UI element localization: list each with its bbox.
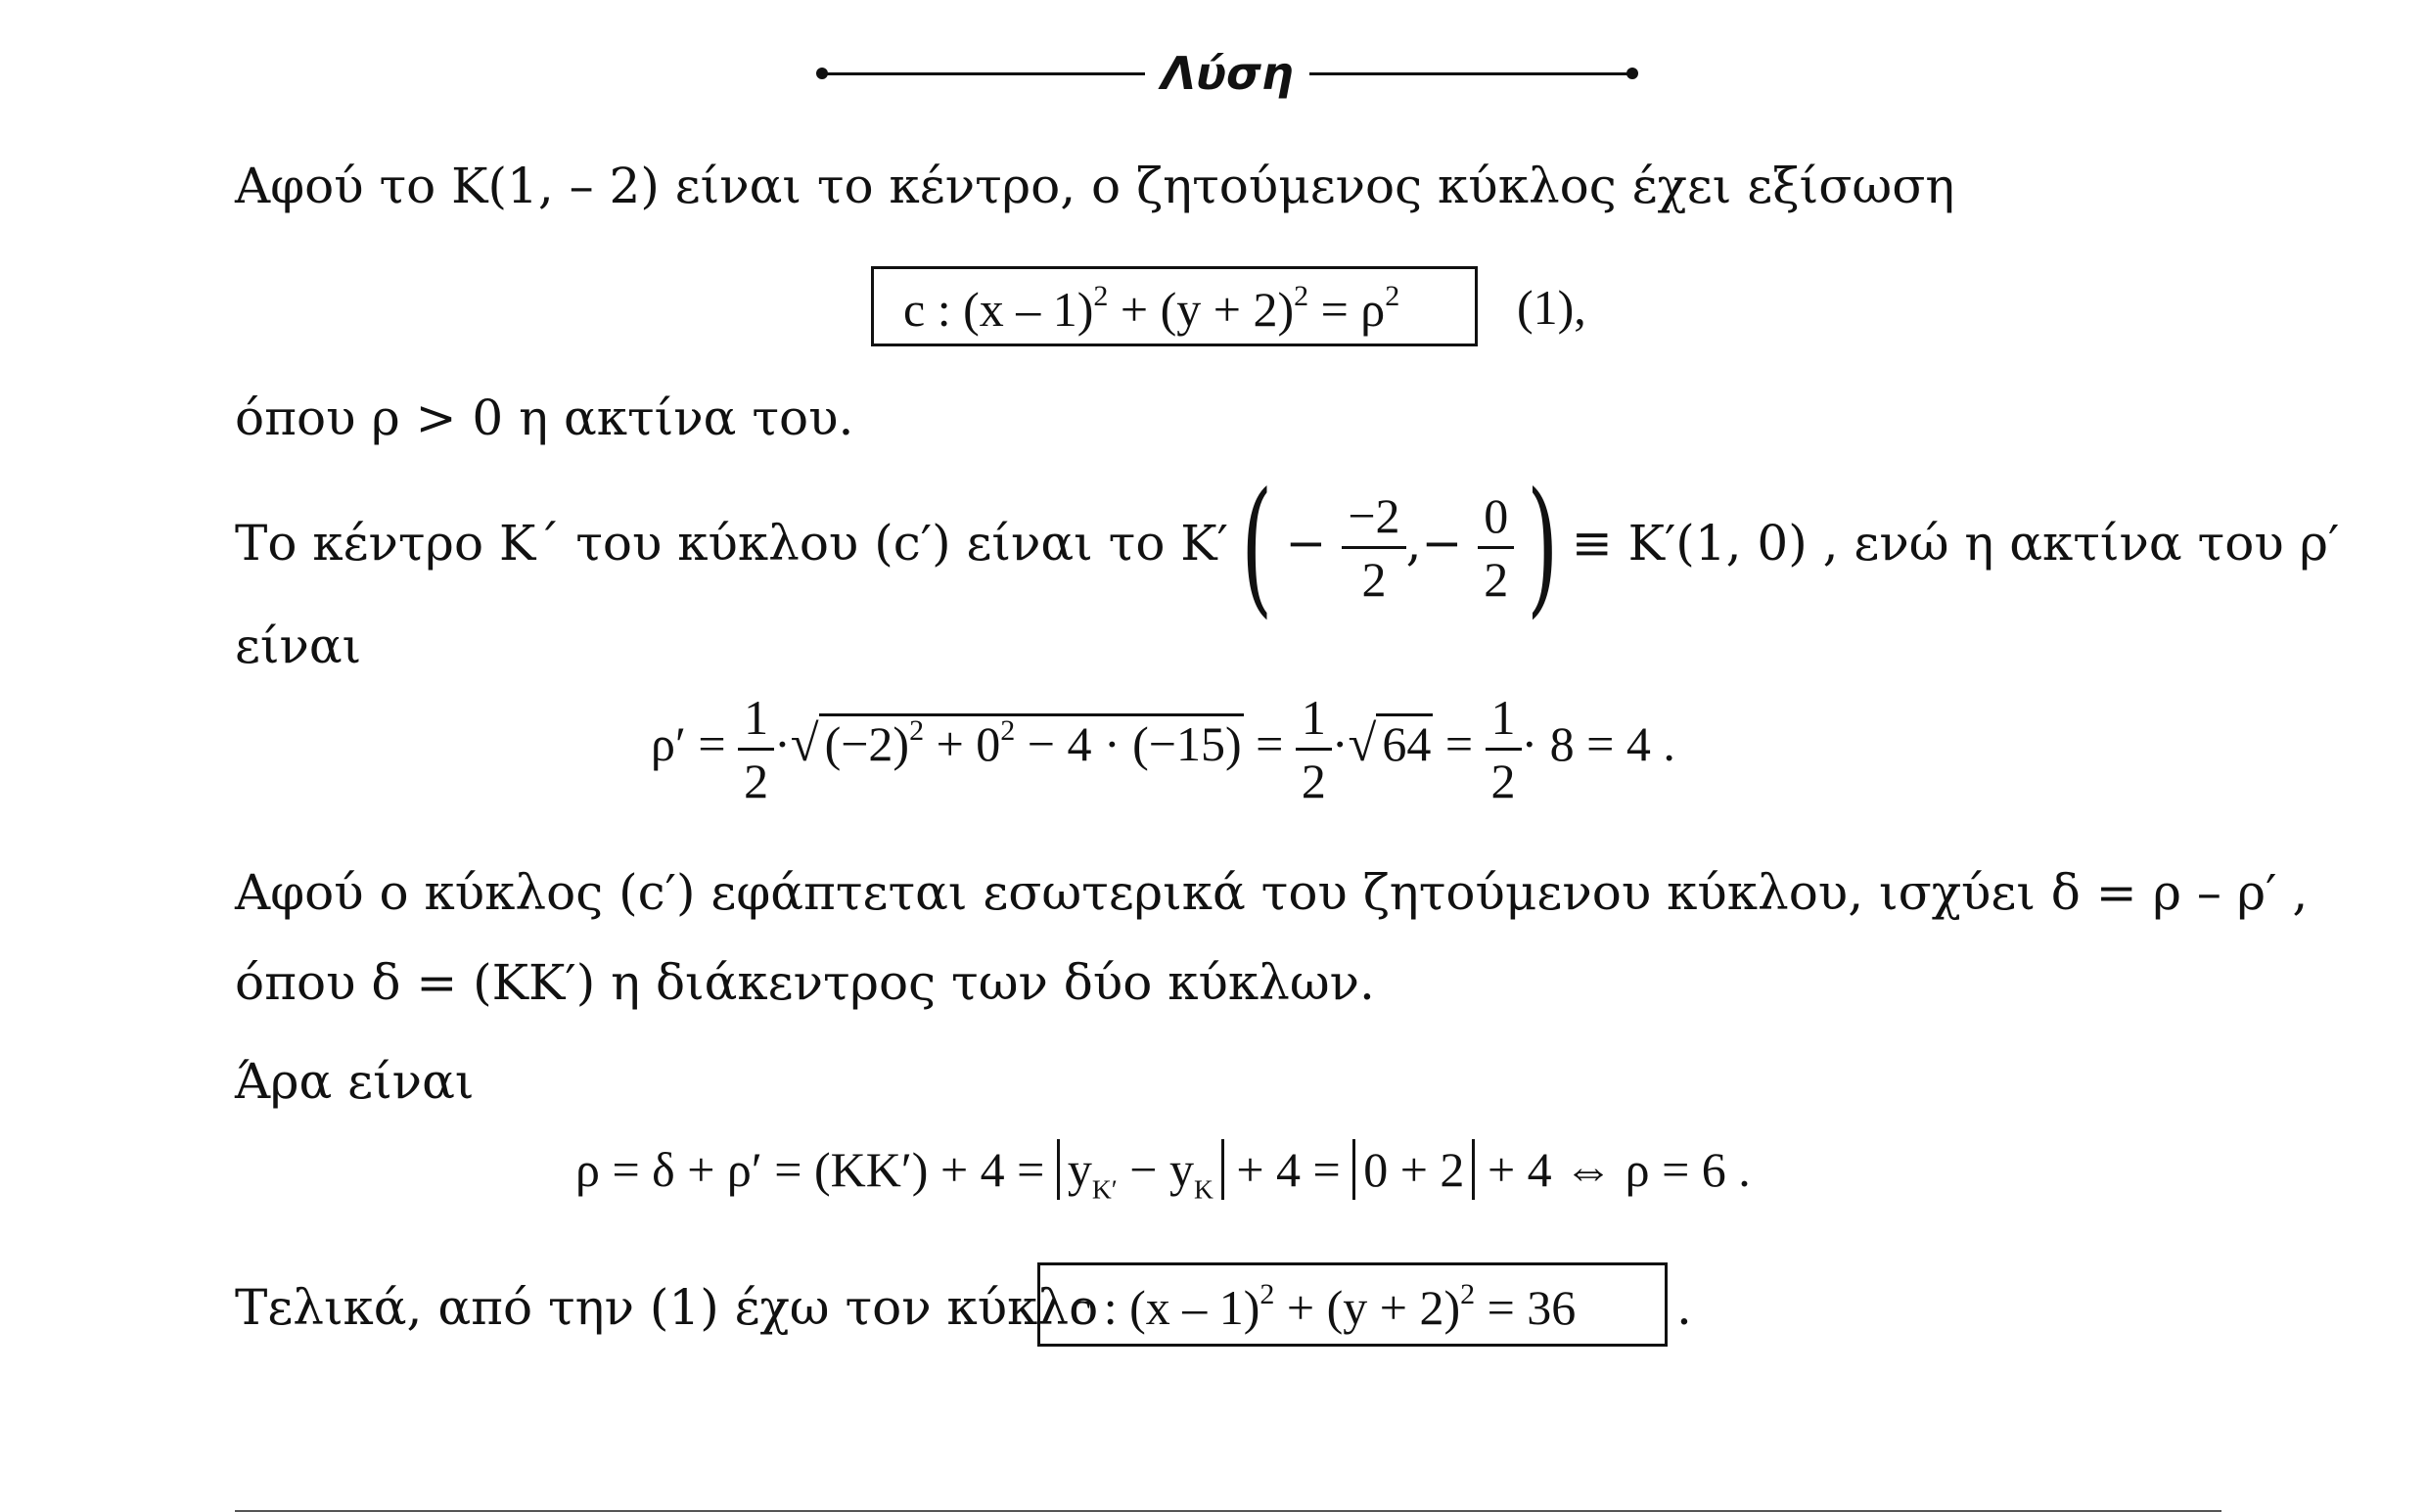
fraction-one-half-1: [738, 690, 774, 809]
paragraph-radius-note: όπου ρ > 0 η ακτίνα του.: [235, 389, 854, 446]
fraction-minus2-over-2: [1342, 487, 1405, 607]
header-rule-right: [1309, 72, 1632, 75]
header-rule-left: [822, 72, 1145, 75]
eq1-rhs: = ρ: [1308, 282, 1386, 337]
center-text-pre: Το κέντρο Κ΄ του κύκλου (c′) είναι το Κ′: [235, 515, 1229, 572]
half2-den: 2: [1301, 754, 1326, 809]
boxed-final-equation: [1037, 1262, 1668, 1347]
paragraph-ara: Άρα είναι: [235, 1053, 475, 1110]
eq2-dot-1: ·: [774, 716, 791, 771]
half2-num: 1: [1296, 693, 1332, 751]
sqrt-expression: $(-2)^2 + 0^2 - 4 \cdot (-15)$: [819, 713, 1244, 770]
boxed-equation-1: [871, 266, 1478, 346]
paragraph-tangent: Αφού ο κύκλος (c′) εφάπτεται εσωτερικά του ζητούμενου κύκλου, ισχύει δ = ρ – ρ′ ,: [235, 864, 2309, 921]
eq3-sub-k: Κ: [1193, 1173, 1214, 1205]
half1-num: 1: [738, 693, 774, 751]
final-period: .: [1676, 1279, 1692, 1336]
eq3-sub-kprime: Κ′: [1091, 1173, 1118, 1205]
paragraph-distance: όπου δ = (ΚΚ′) η διάκεντρος των δύο κύκλων.: [235, 954, 1375, 1011]
eq2-lhs: ρ′ =: [651, 716, 726, 771]
center-text-post: ≡ Κ′(1, 0) , ενώ η ακτίνα του ρ′: [1571, 515, 2340, 572]
fraction-one-half-3: [1486, 690, 1522, 809]
eq3-y1: y: [1067, 1142, 1092, 1197]
right-paren: ): [1527, 462, 1559, 632]
minus-sign-1: −: [1285, 515, 1327, 572]
section-header: [822, 39, 1634, 108]
equation-rho: [575, 1130, 1751, 1209]
eq2-dot-2: ·: [1331, 716, 1349, 771]
paragraph-final: Τελικά, από την (1) έχω τον κύκλο: [235, 1279, 1099, 1336]
radicand-a: (−2): [824, 716, 910, 771]
final-c: = 36: [1475, 1280, 1577, 1335]
frac1-numerator: −2: [1342, 491, 1405, 549]
half1-den: 2: [744, 754, 769, 809]
header-dot-right: [1626, 68, 1638, 79]
final-exp-2: 2: [1460, 1278, 1476, 1310]
paragraph-intro: Αφού το Κ(1, – 2) είναι το κέντρο, ο ζητούμενος κύκλος έχει εξίσωση: [235, 158, 1955, 214]
eq3-minus-y: − y: [1117, 1142, 1194, 1197]
frac2-denominator: 2: [1484, 551, 1509, 607]
fraction-one-half-2: [1296, 690, 1332, 809]
eq2-equals-1: =: [1256, 716, 1284, 771]
eq1-mid: + (y + 2): [1108, 282, 1295, 337]
radical-sign-2: √: [1348, 715, 1377, 772]
frac1-denominator: 2: [1361, 551, 1387, 607]
paragraph-center-k-prime: [235, 462, 2340, 632]
radical-sign-1: √: [790, 715, 819, 772]
paragraph-einai: είναι: [235, 618, 362, 674]
section-title: Λύση: [1161, 47, 1294, 100]
left-paren: (: [1241, 462, 1273, 632]
eq2-tail: · 8 = 4 .: [1521, 716, 1675, 771]
final-a: c : (x – 1): [1070, 1280, 1260, 1335]
equation-rho-prime: [651, 685, 1675, 809]
eq3-lhs: ρ = δ + ρ′ = (ΚΚ′) + 4 =: [575, 1142, 1045, 1197]
comma: ,: [1405, 515, 1422, 572]
eq3-tail: + 4 ⇔ ρ = 6 .: [1487, 1142, 1751, 1197]
radicand-c: − 4 · (−15): [1015, 716, 1242, 771]
eq3-plus4: + 4 =: [1236, 1142, 1341, 1197]
sqrt-64: 64: [1376, 713, 1433, 770]
fraction-0-over-2: [1478, 487, 1514, 607]
eq1-exp-1: 2: [1093, 280, 1109, 312]
radicand-b: + 0: [924, 716, 1001, 771]
minus-sign-2: −: [1421, 515, 1463, 572]
eq1-lhs: c : (x – 1): [903, 282, 1094, 337]
eq1-exp-2: 2: [1294, 280, 1309, 312]
half3-den: 2: [1490, 754, 1516, 809]
equation-label-1: (1),: [1517, 280, 1586, 335]
half3-num: 1: [1486, 693, 1522, 751]
frac2-numerator: 0: [1478, 491, 1514, 549]
abs-y-diff: [1057, 1139, 1224, 1205]
final-b: + (y + 2): [1274, 1280, 1461, 1335]
eq1-exp-3: 2: [1385, 280, 1400, 312]
abs-zero-plus-two: 0 + 2: [1352, 1139, 1475, 1200]
final-exp-1: 2: [1259, 1278, 1275, 1310]
eq2-equals-2: =: [1444, 716, 1474, 771]
